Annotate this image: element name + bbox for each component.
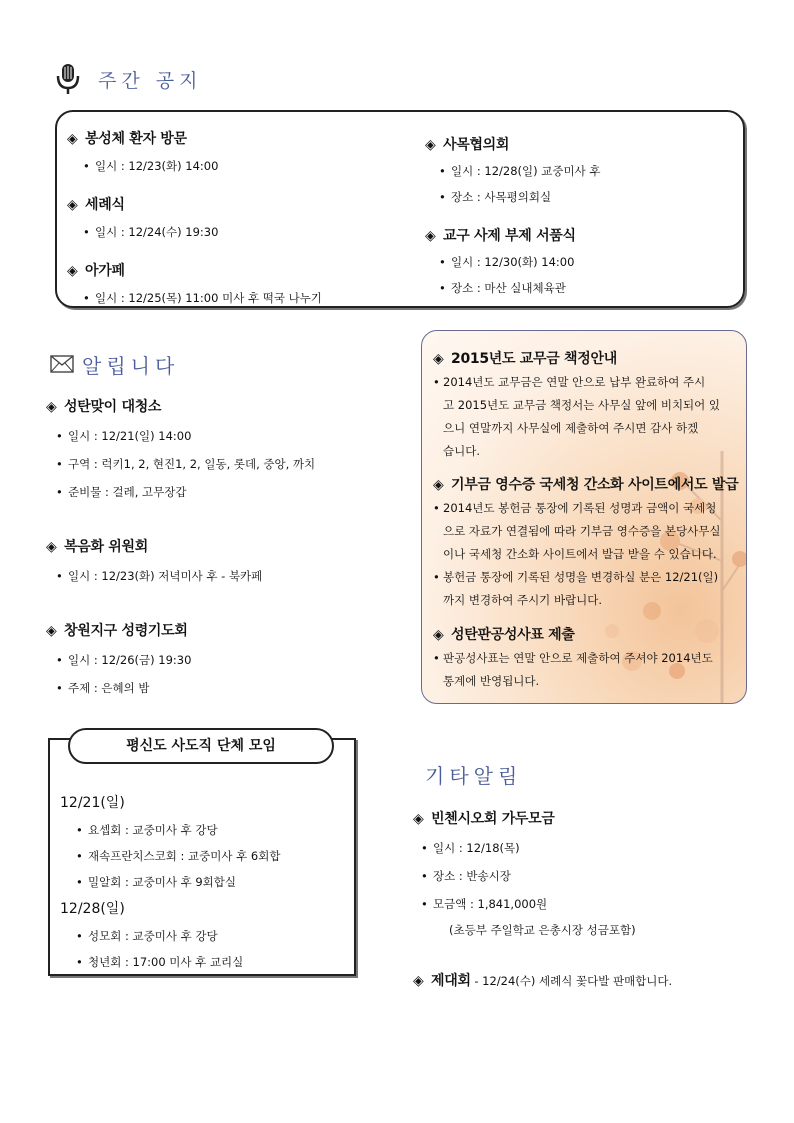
announcement-heading: ◈ 창원지구 성령기도회 [46,623,188,639]
microphone-icon [55,62,81,100]
weekly-title: 주간 공지 [98,70,203,92]
other-last-line [413,970,672,990]
notice-line: 으로 자료가 연결됨에 따라 기부금 영수증을 본당사무실 [443,524,721,538]
weekly-item: • 장소 : 사목평의회실 [439,190,552,204]
other-item: • 장소 : 반송시장 [421,869,511,883]
notice-line: • 2014년도 봉헌금 통장에 기록된 성명과 금액이 국세청 [433,501,717,515]
announcement-item: • 준비물 : 걸레, 고무장갑 [56,485,187,499]
weekly-item: • 일시 : 12/28(일) 교중미사 후 [439,164,601,178]
notice-line: • 판공성사표는 연말 안으로 제출하여 주셔야 2014년도 [433,651,713,665]
announcement-item: • 구역 : 럭키1, 2, 현진1, 2, 일동, 롯데, 중앙, 까치 [56,457,316,471]
weekly-item: • 장소 : 마산 실내체육관 [439,281,566,295]
other-list [413,808,672,990]
weekly-col2 [425,134,600,296]
announcement-heading: ◈ 복음화 위원회 [46,539,148,555]
notice-panel-content [433,348,743,693]
notice-heading: ◈ 2015년도 교무금 책정안내 [433,351,617,367]
meeting-date: 12/21(일) [60,795,125,811]
notice-line: • 봉헌금 통장에 기록된 성명을 변경하실 분은 12/21(일) [433,570,719,584]
other-item: • 모금액 : 1,841,000원 [421,897,548,911]
meeting-date: 12/28(일) [60,901,125,917]
notice-line: 통계에 반영됩니다. [443,674,540,688]
other-heading: ◈ 제대회 [413,973,471,989]
announcements-title: 알립니다 [82,354,180,378]
notice-paragraph [433,497,743,612]
weekly-item: • 일시 : 12/23(화) 14:00 [83,159,219,173]
weekly-heading: ◈ 아가페 [67,263,125,279]
meeting-title: 평신도 사도직 단체 모임 [68,728,334,764]
meeting-item: • 성모회 : 교중미사 후 강당 [76,929,218,943]
announcement-heading: ◈ 성탄맞이 대청소 [46,399,162,415]
announcement-item: • 일시 : 12/23(화) 저녁미사 후 - 북카페 [56,569,263,583]
other-title: 기타알림 [425,764,523,788]
notice-paragraph [433,647,743,693]
weekly-heading: ◈ 교구 사제 부제 서품식 [425,228,576,244]
announcements-list [46,396,315,696]
weekly-heading: ◈ 세례식 [67,197,125,213]
weekly-item: • 일시 : 12/30(화) 14:00 [439,255,575,269]
notice-heading: ◈ 성탄판공성사표 제출 [433,627,575,643]
other-note: (초등부 주일학교 은총시장 성금포함) [449,923,636,937]
notice-paragraph [433,371,743,463]
weekly-item: • 일시 : 12/25(목) 11:00 미사 후 떡국 나누기 [83,291,322,305]
notice-heading: ◈ 기부금 영수증 국세청 간소화 사이트에서도 발급 [433,477,739,493]
notice-line: 으니 연말까지 사무실에 제출하여 주시면 감사 하겠 [443,421,699,435]
meeting-list [60,792,280,970]
other-last-text: - 12/24(수) 세례식 꽃다발 판매합니다. [470,974,673,988]
other-heading: ◈ 빈첸시오회 가두모금 [413,811,555,827]
weekly-item: • 일시 : 12/24(수) 19:30 [83,225,219,239]
announcement-item: • 일시 : 12/21(일) 14:00 [56,429,192,443]
notice-line: • 2014년도 교무금은 연말 안으로 납부 완료하여 주시 [433,375,706,389]
meeting-item: • 재속프란치스코회 : 교중미사 후 6회합 [76,849,281,863]
weekly-heading: ◈ 사목협의회 [425,137,510,153]
other-item: • 일시 : 12/18(목) [421,841,520,855]
weekly-col1 [67,128,322,306]
notice-line: 고 2015년도 교무금 책정서는 사무실 앞에 비치되어 있 [443,398,721,412]
meeting-item: • 밀알회 : 교중미사 후 9회합실 [76,875,237,889]
notice-line: 이나 국세청 간소화 사이트에서 발급 받을 수 있습니다. [443,547,717,561]
announcement-item: • 일시 : 12/26(금) 19:30 [56,653,192,667]
weekly-heading: ◈ 봉성체 환자 방문 [67,131,187,147]
notice-line: 까지 변경하여 주시기 바랍니다. [443,593,603,607]
meeting-item: • 청년회 : 17:00 미사 후 교리실 [76,955,244,969]
announcement-item: • 주제 : 은혜의 밤 [56,681,150,695]
envelope-icon [50,355,74,377]
meeting-item: • 요셉회 : 교중미사 후 강당 [76,823,218,837]
notice-line: 습니다. [443,444,480,458]
